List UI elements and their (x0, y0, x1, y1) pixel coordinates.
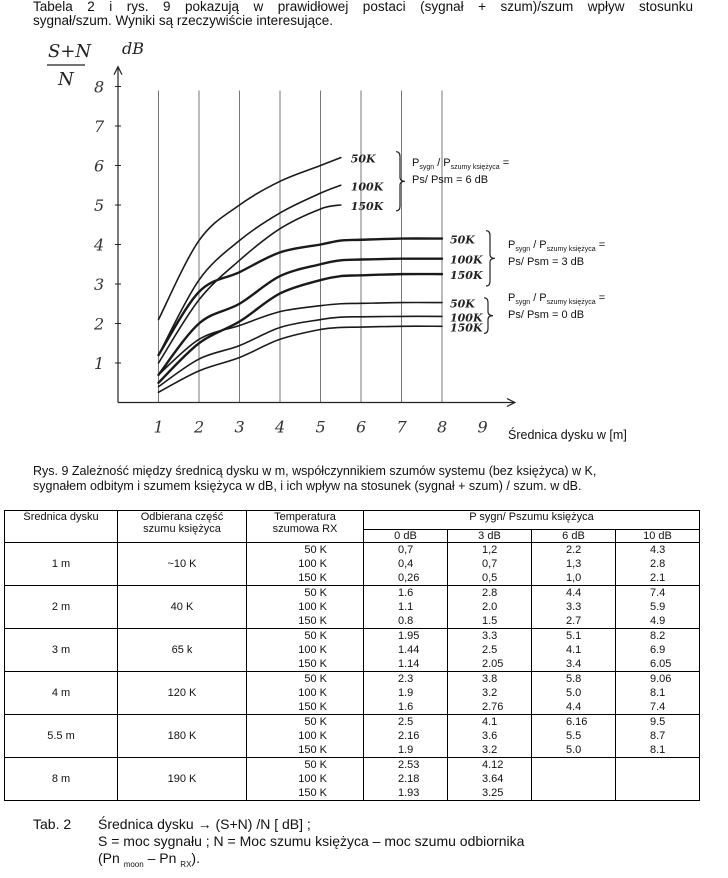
x-axis-label: Średnica dysku w [m] (508, 428, 627, 442)
y-unit-label: dB (122, 39, 144, 58)
cell-moon-noise: 190 K (118, 758, 247, 801)
table-row (5, 543, 700, 586)
x-tick-label: 1 (153, 417, 164, 437)
x-tick-label: 3 (234, 417, 245, 437)
y-tick-label: 2 (94, 314, 105, 334)
header-col-10db: 10 dB (616, 530, 700, 543)
curve-label: 100K (450, 311, 483, 325)
note-0db: $P_{sygn} / P_{szumy księżyca}$ = Ps/ Psm = 0 dB (508, 292, 606, 322)
curve-label: 100K (350, 180, 384, 194)
table-row (5, 629, 700, 672)
header-moon-noise: Odbierana część szumu księżyca (118, 511, 247, 543)
header-col-6db: 6 dB (532, 530, 616, 543)
cell-10db: 9.5 8.7 8.1 (616, 715, 700, 758)
y-label-top: S+N (48, 41, 92, 62)
x-tick-labels (154, 418, 488, 437)
cell-temperatures: 50 K 100 K 150 K (247, 715, 364, 758)
x-tick-label: 5 (315, 417, 326, 437)
cell-0db: 2.53 2.18 1.93 (364, 758, 448, 801)
cell-0db: 0,7 0,4 0,26 (364, 543, 448, 586)
cell-moon-noise: 180 K (118, 715, 247, 758)
cell-moon-noise: 65 k (118, 629, 247, 672)
table-row (5, 586, 700, 629)
cell-0db: 1.95 1.44 1.14 (364, 629, 448, 672)
curve-label: 50K (450, 297, 475, 311)
y-tick-labels (93, 78, 121, 374)
x-tick-label: 9 (477, 417, 488, 437)
x-tick-label: 6 (356, 417, 367, 437)
cell-0db: 1.6 1.1 0.8 (364, 586, 448, 629)
y-tick-label: 7 (94, 117, 105, 136)
y-tick-label: 1 (94, 354, 105, 373)
footer-label: Tab. 2 (33, 816, 72, 832)
brace-6db (396, 152, 405, 211)
cell-temperatures: 50 K 100 K 150 K (247, 586, 364, 629)
cell-temperatures: 50 K 100 K 150 K (247, 629, 364, 672)
curve-label: 150K (450, 269, 483, 283)
cell-moon-noise: 40 K (118, 586, 247, 629)
cell-6db: 5.8 5.0 4.4 (532, 672, 616, 715)
header-temperature: Temperatura szumowa RX (247, 511, 364, 543)
cell-diameter: 2 m (5, 586, 118, 629)
table-body (5, 543, 700, 801)
caption-line-2: sygnałem odbitym i szumem księżyca w dB, i ich wpływ na stosunek (sygnał + szum) / szum. w dB. (33, 479, 582, 493)
data-table (4, 510, 700, 801)
y-tick-label: 4 (94, 235, 105, 255)
cell-10db: 4.3 2.8 2.1 (616, 543, 700, 586)
table-row (5, 672, 700, 715)
footer-line-1: Średnica dysku → (S+N) /N [ dB] ; (98, 816, 311, 832)
cell-3db: 4.1 3.6 3.2 (448, 715, 532, 758)
table-row (5, 758, 700, 801)
y-tick-label: 8 (94, 77, 105, 97)
curve-label: 150K (350, 200, 384, 213)
cell-6db: 5.1 4.1 3.4 (532, 629, 616, 672)
cell-3db: 3.8 3.2 2.76 (448, 672, 532, 715)
y-tick-label: 6 (94, 156, 105, 176)
cell-6db: 2.2 1,3 1,0 (532, 543, 616, 586)
x-tick-label: 4 (275, 417, 286, 437)
cell-temperatures: 50 K 100 K 150 K (247, 543, 364, 586)
caption-line-1: Rys. 9 Zależność między średnicą dysku w m, współczynnikiem szumów systemu (bez księżyca) w K, (33, 464, 597, 478)
cell-3db: 2.8 2.0 1.5 (448, 586, 532, 629)
header-col-3db: 3 dB (448, 530, 532, 543)
cell-diameter: 5.5 m (5, 715, 118, 758)
cell-3db: 3.3 2.5 2.05 (448, 629, 532, 672)
curve-label: 150K (450, 321, 483, 335)
footer-line-2: S = moc sygnału ; N = Moc szumu księżyca – moc szumu odbiornika (98, 833, 525, 849)
cell-temperatures: 50 K 100 K 150 K (247, 672, 364, 715)
curve-label: 50K (350, 152, 376, 166)
cell-3db: 4.12 3.64 3.25 (448, 758, 532, 801)
table-row (5, 715, 700, 758)
curve-label: 50K (450, 233, 475, 247)
hand-drawn-chart (0, 35, 728, 455)
intro-text (33, 0, 693, 28)
cell-6db: 6.16 5.5 5.0 (532, 715, 616, 758)
series-line-50k-0db (159, 303, 443, 375)
series-line-100k-6db (159, 185, 341, 355)
x-tick-label: 7 (396, 417, 407, 437)
cell-10db (616, 758, 700, 801)
note-3db: $P_{sygn} / P_{szumy księżyca}$ = Ps/ Psm = 3 dB (508, 239, 606, 269)
cell-10db: 7.4 5.9 4.9 (616, 586, 700, 629)
cell-moon-noise: ~10 K (118, 543, 247, 586)
note-6db: $P_{sygn} / P_{szumy księżyca}$ = Ps/ Psm = 6 dB (412, 157, 510, 187)
cell-moon-noise: 120 K (118, 672, 247, 715)
cell-0db: 2.3 1.9 1.6 (364, 672, 448, 715)
header-diameter: Średnica dysku (5, 511, 118, 543)
header-ratio: P sygn/ Pszumu księżyca (364, 511, 700, 530)
cell-10db: 9.06 8.1 7.4 (616, 672, 700, 715)
series-line-150k-0db (159, 326, 443, 392)
x-tick-label: 2 (194, 417, 205, 437)
cell-diameter: 4 m (5, 672, 118, 715)
y-label-bottom: N (58, 69, 74, 90)
cell-3db: 1,2 0,7 0,5 (448, 543, 532, 586)
table-footer (33, 816, 524, 873)
figure-caption (33, 464, 673, 494)
y-tick-label: 3 (94, 275, 105, 294)
cell-6db (532, 758, 616, 801)
cell-6db: 4.4 3.3 2.7 (532, 586, 616, 629)
header-col-0db: 0 dB (364, 530, 448, 543)
curve-label: 100K (450, 253, 483, 267)
brace-3db (486, 231, 495, 286)
series-line-50k-6db (159, 158, 341, 320)
y-tick-label: 5 (94, 196, 105, 215)
intro-line-2: sygnał/szum. Wyniki są rzeczywiście interesujące. (33, 13, 333, 28)
brace-0db (484, 298, 493, 334)
cell-diameter: 3 m (5, 629, 118, 672)
intro-line-1: Tabela 2 i rys. 9 pokazują w prawidłowej postaci (sygnał + szum)/szum wpływ stosunku (33, 0, 693, 14)
footer-line-3: (Pn $_{moon}$ – Pn $_{RX}$). (98, 850, 200, 869)
cell-temperatures: 50 K 100 K 150 K (247, 758, 364, 801)
cell-diameter: 8 m (5, 758, 118, 801)
x-tick-label: 8 (437, 417, 448, 437)
cell-10db: 8.2 6.9 6.05 (616, 629, 700, 672)
cell-0db: 2.5 2.16 1.9 (364, 715, 448, 758)
cell-diameter: 1 m (5, 543, 118, 586)
